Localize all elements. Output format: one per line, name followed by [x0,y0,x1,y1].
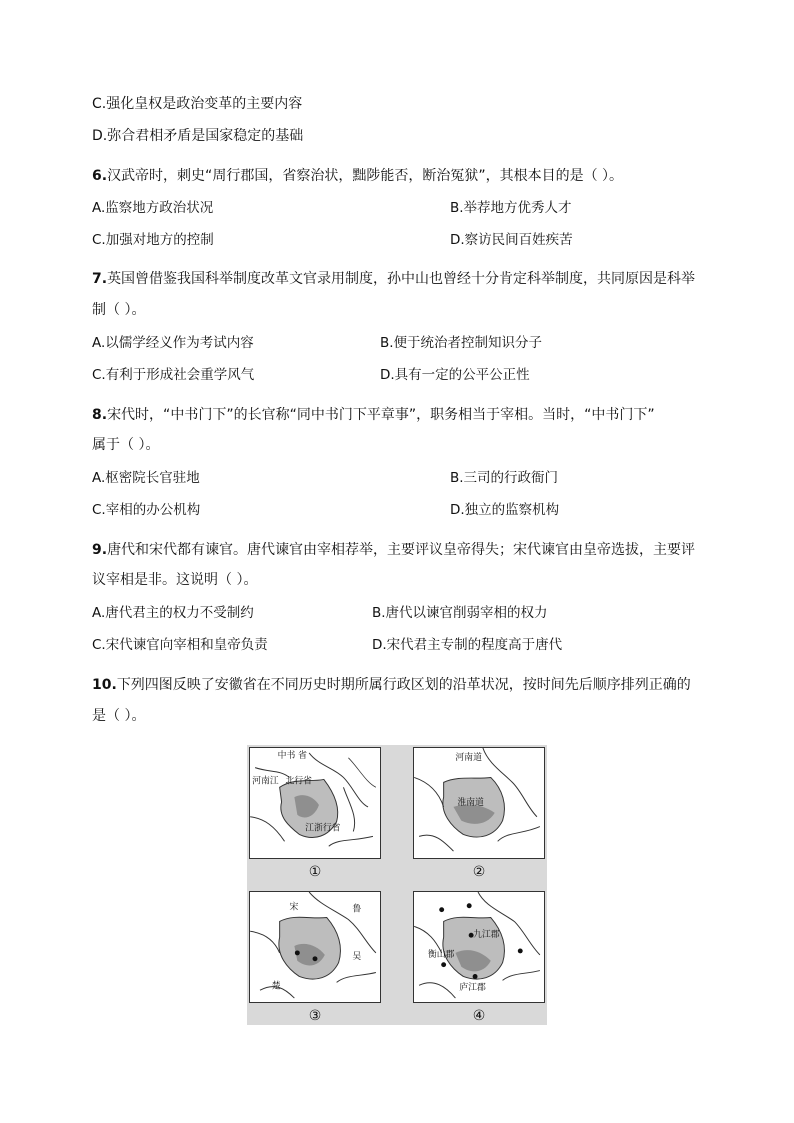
map-3-label-wu: 吴 [352,951,362,962]
q6-option-d: D.察访民间百姓疾苦 [450,232,573,248]
q9-option-b: B.唐代以谏官削弱宰相的权力 [372,605,548,621]
q7-stem-line1 [92,269,695,289]
map-4 [413,891,545,1003]
q10-stem-line2: 是（ ）。 [92,708,146,724]
q7-number: 7. [92,271,108,287]
q8-option-c: C.宰相的办公机构 [92,502,201,518]
q6-option-c: C.加强对地方的控制 [92,232,214,248]
q7-option-d: D.具有一定的公平公正性 [380,367,530,383]
map-3 [249,891,381,1003]
q7-stem-text: 英国曾借鉴我国科举制度改革文官录用制度，孙中山也曾经十分肯定科举制度，共同原因是科举 [107,271,696,287]
q6-option-b: B.举荐地方优秀人才 [450,200,572,216]
map-1-label-beixingsheng: 北行省 [285,776,313,787]
map-4-label-lujiang: 庐江郡 [459,983,486,994]
q9-stem-line1 [92,540,695,560]
map-1-label-jiangzhe: 江浙行省 [305,823,341,834]
q9-stem-line2: 议宰相是非。这说明（ ）。 [92,572,258,588]
q8-stem-text: 宋代时，“中书门下”的长官称“同中书门下平章事”，职务相当于宰相。当时，“中书门下” [107,407,655,423]
q9-stem-text: 唐代和宋代都有谏官。唐代谏官由宰相荐举，主要评议皇帝得失；宋代谏官由皇帝选拔，主要评 [107,542,696,558]
map-1 [249,747,381,859]
q10-number: 10. [92,677,117,693]
map-2-caption: ② [472,864,486,880]
q7-option-c: C.有利于形成社会重学风气 [92,367,255,383]
map-1-label-zhongshu: 中书 省 [277,750,307,761]
map-3-label-song: 宋 [289,902,299,913]
map-2-label-henandao: 河南道 [455,752,482,763]
q10-stem-text: 下列四图反映了安徽省在不同历史时期所属行政区划的沿革状况，按时间先后顺序排列正确的 [116,677,691,693]
q5-option-c: C.强化皇权是政治变革的主要内容 [92,96,303,112]
map-3-label-lu: 鲁 [352,904,362,915]
q6-stem [92,166,623,186]
q7-option-b: B.便于统治者控制知识分子 [380,335,543,351]
map-3-label-chu: 楚 [271,981,281,992]
map-2 [413,747,545,859]
q9-number: 9. [92,542,108,558]
map-4-drawing [414,892,544,1002]
q8-option-d: D.独立的监察机构 [450,502,560,518]
q8-stem-line1 [92,405,655,425]
map-2-drawing [414,748,544,858]
map-4-label-hengshan: 衡山郡 [427,949,455,960]
map-1-drawing [250,748,380,858]
q9-option-c: C.宋代谏官向宰相和皇帝负责 [92,637,268,653]
q9-option-a: A.唐代君主的权力不受制约 [92,605,254,621]
q8-option-b: B.三司的行政衙门 [450,470,559,486]
q5-option-d: D.弥合君相矛盾是国家稳定的基础 [92,128,304,144]
map-1-caption: ① [308,864,322,880]
map-4-label-jiujiang: 九江郡 [473,930,500,941]
q8-option-a: A.枢密院长官驻地 [92,470,200,486]
q6-stem-text: 汉武帝时，刺史“周行郡国，省察治状，黜陟能否，断治冤狱”，其根本目的是（ ）。 [107,168,624,184]
q10-map-figure [247,745,547,1025]
q7-option-a: A.以儒学经义作为考试内容 [92,335,254,351]
q9-option-d: D.宋代君主专制的程度高于唐代 [372,637,563,653]
q10-stem-line1 [92,675,691,695]
q8-stem-line2: 属于（ ）。 [92,437,160,453]
map-3-caption: ③ [308,1008,322,1024]
map-2-label-huainandao: 淮南道 [457,797,484,808]
map-4-caption: ④ [472,1008,486,1024]
q8-number: 8. [92,407,108,423]
map-3-drawing [250,892,380,1002]
map-1-label-henanjiang: 河南江 [252,776,279,787]
q6-option-a: A.监察地方政治状况 [92,200,214,216]
q6-number: 6. [92,168,108,184]
q7-stem-line2: 制（ ）。 [92,302,146,318]
